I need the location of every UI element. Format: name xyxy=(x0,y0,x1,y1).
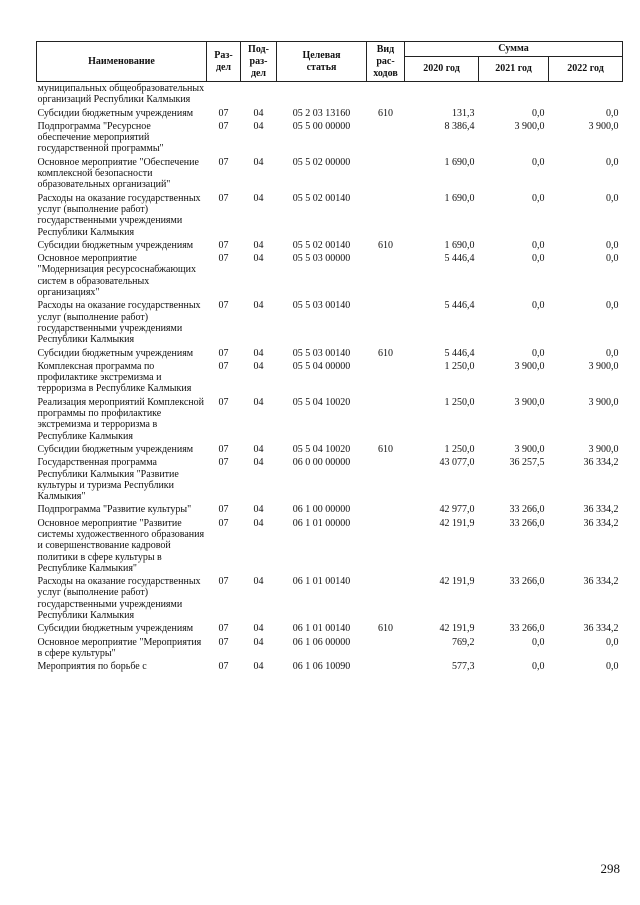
cell-vid-rashodov: 610 xyxy=(378,347,393,359)
cell-vid-rashodov xyxy=(367,575,405,622)
cell-podrazdel: 04 xyxy=(253,443,264,455)
cell-sum-2022: 0,0 xyxy=(606,253,619,265)
cell-celevaya-statya: 05 2 03 13160 xyxy=(292,107,351,119)
cell-razdel: 07 xyxy=(218,120,229,132)
cell-sum-2020: 43 077,0 xyxy=(439,457,475,469)
cell-name: Субсидии бюджетным учреждениям xyxy=(37,239,194,251)
header-vid-rashodov: Вид рас- ходов xyxy=(367,42,405,82)
table-row xyxy=(37,82,623,107)
cell-celevaya-statya: 05 5 03 00140 xyxy=(292,300,351,312)
table-header xyxy=(37,42,623,82)
cell-podrazdel: 04 xyxy=(253,239,264,251)
cell-sum-2020: 5 446,4 xyxy=(444,347,475,359)
cell-sum-2021: 3 900,0 xyxy=(514,443,545,455)
page-number: 298 xyxy=(600,861,620,876)
cell-razdel: 07 xyxy=(218,253,229,265)
cell-name: Комплексная программа по профилактике экстремизма и терроризма в Республике Калмыкия xyxy=(37,360,192,395)
cell-vid-rashodov xyxy=(367,360,405,396)
cell-sum-2021: 0,0 xyxy=(532,253,545,265)
cell-sum-2020: 1 250,0 xyxy=(444,396,475,408)
cell-razdel: 07 xyxy=(218,576,229,588)
budget-table xyxy=(36,41,623,674)
cell-celevaya-statya: 05 5 02 00140 xyxy=(292,192,351,204)
cell-razdel: 07 xyxy=(218,107,229,119)
header-razdel: Раз- дел xyxy=(207,42,241,82)
cell-sum-2020: 1 690,0 xyxy=(444,239,475,251)
cell-name: Подпрограмма "Развитие культуры" xyxy=(37,504,192,516)
cell-sum-2022 xyxy=(549,82,623,107)
cell-podrazdel: 04 xyxy=(253,661,264,673)
header-name: Наименование xyxy=(37,42,207,82)
cell-sum-2022: 3 900,0 xyxy=(588,443,619,455)
cell-podrazdel: 04 xyxy=(253,457,264,469)
cell-podrazdel: 04 xyxy=(253,347,264,359)
cell-podrazdel: 04 xyxy=(253,192,264,204)
cell-razdel: 07 xyxy=(218,517,229,529)
cell-podrazdel: 04 xyxy=(253,107,264,119)
cell-name: Подпрограмма "Ресурсное обеспечение мероприятий государственной программы" xyxy=(37,120,164,155)
cell-name: Основное мероприятие "Обеспечение комплексной безопасности образовательных организаций" xyxy=(37,156,199,191)
cell-podrazdel: 04 xyxy=(253,156,264,168)
cell-sum-2022: 0,0 xyxy=(606,156,619,168)
cell-razdel: 07 xyxy=(218,457,229,469)
cell-name: муниципальных общеобразовательных организаций Республики Калмыкия xyxy=(37,83,205,106)
table-row xyxy=(37,192,623,239)
cell-name: Субсидии бюджетным учреждениям xyxy=(37,347,194,359)
cell-sum-2022: 36 334,2 xyxy=(583,457,619,469)
cell-vid-rashodov xyxy=(367,120,405,156)
cell-celevaya-statya: 06 1 00 00000 xyxy=(292,504,351,516)
cell-sum-2022: 3 900,0 xyxy=(588,120,619,132)
cell-name: Субсидии бюджетным учреждениям xyxy=(37,107,194,119)
table-row xyxy=(37,120,623,156)
cell-podrazdel: 04 xyxy=(253,300,264,312)
cell-razdel: 07 xyxy=(218,623,229,635)
cell-sum-2020: 42 191,9 xyxy=(439,576,475,588)
cell-name: Субсидии бюджетным учреждениям xyxy=(37,623,194,635)
cell-celevaya-statya: 06 1 01 00140 xyxy=(292,576,351,588)
table-row xyxy=(37,252,623,299)
header-year-2022: 2022 год xyxy=(549,57,623,82)
cell-sum-2021: 0,0 xyxy=(532,239,545,251)
table-row xyxy=(37,239,623,252)
cell-sum-2021: 0,0 xyxy=(532,661,545,673)
cell-sum-2020: 42 191,9 xyxy=(439,517,475,529)
cell-sum-2022: 0,0 xyxy=(606,636,619,648)
cell-sum-2022: 36 334,2 xyxy=(583,576,619,588)
cell-sum-2022: 0,0 xyxy=(606,661,619,673)
cell-celevaya-statya: 05 5 04 10020 xyxy=(292,396,351,408)
cell-celevaya-statya: 05 5 03 00000 xyxy=(292,253,351,265)
cell-sum-2021: 0,0 xyxy=(532,300,545,312)
cell-vid-rashodov xyxy=(367,517,405,575)
cell-vid-rashodov xyxy=(367,252,405,299)
cell-sum-2022: 0,0 xyxy=(606,107,619,119)
cell-name: Основное мероприятие "Модернизация ресурсоснабжающих систем в образовательных организациях" xyxy=(37,253,196,299)
cell-celevaya-statya: 06 0 00 00000 xyxy=(292,457,351,469)
cell-podrazdel: 04 xyxy=(253,253,264,265)
cell-celevaya-statya: 05 5 02 00140 xyxy=(292,239,351,251)
cell-vid-rashodov xyxy=(367,503,405,516)
cell-razdel: 07 xyxy=(218,360,229,372)
cell-podrazdel: 04 xyxy=(253,576,264,588)
cell-name: Реализация мероприятий Комплексной программы по профилактике экстремизма и терроризма в Республике Калмыкия xyxy=(37,396,205,442)
cell-vid-rashodov xyxy=(367,82,405,107)
cell-sum-2020: 769,2 xyxy=(452,636,475,648)
cell-name: Государственная программа Республики Калмыкия "Развитие культуры и туризма Республики Калмыкия" xyxy=(37,457,179,503)
cell-vid-rashodov xyxy=(367,299,405,346)
cell-celevaya-statya: 05 5 02 00000 xyxy=(292,156,351,168)
cell-sum-2020: 5 446,4 xyxy=(444,300,475,312)
cell-vid-rashodov xyxy=(367,456,405,503)
cell-sum-2021: 33 266,0 xyxy=(509,517,545,529)
header-summa: Сумма xyxy=(405,42,623,57)
cell-razdel: 07 xyxy=(218,396,229,408)
cell-razdel: 07 xyxy=(218,192,229,204)
cell-vid-rashodov: 610 xyxy=(378,623,393,635)
cell-name: Основное мероприятие "Развитие системы художественного образования и совершенствование кадровой политики в сфере культуры в Республике Калмыкия" xyxy=(37,517,205,574)
cell-celevaya-statya: 06 1 06 00000 xyxy=(292,636,351,648)
cell-celevaya-statya: 05 5 04 00000 xyxy=(292,360,351,372)
cell-razdel: 07 xyxy=(218,156,229,168)
cell-sum-2022: 3 900,0 xyxy=(588,360,619,372)
table-row xyxy=(37,299,623,346)
cell-podrazdel: 04 xyxy=(253,636,264,648)
cell-sum-2020: 1 690,0 xyxy=(444,156,475,168)
budget-document xyxy=(36,41,622,674)
cell-name: Расходы на оказание государственных услуг (выполнение работ) государственными учреждениями Республики Калмыкия xyxy=(37,300,201,346)
cell-sum-2020: 1 250,0 xyxy=(444,443,475,455)
table-row xyxy=(37,347,623,360)
cell-vid-rashodov xyxy=(367,156,405,192)
cell-sum-2021: 0,0 xyxy=(532,347,545,359)
cell-celevaya-statya: 06 1 01 00140 xyxy=(292,623,351,635)
cell-sum-2021: 0,0 xyxy=(532,192,545,204)
cell-razdel: 07 xyxy=(218,443,229,455)
cell-sum-2021: 33 266,0 xyxy=(509,504,545,516)
cell-podrazdel: 04 xyxy=(253,504,264,516)
cell-sum-2022: 0,0 xyxy=(606,347,619,359)
cell-sum-2022: 36 334,2 xyxy=(583,517,619,529)
cell-vid-rashodov xyxy=(367,636,405,661)
cell-sum-2022: 0,0 xyxy=(606,300,619,312)
cell-sum-2020: 42 191,9 xyxy=(439,623,475,635)
header-year-2020: 2020 год xyxy=(405,57,479,82)
cell-sum-2021: 0,0 xyxy=(532,156,545,168)
cell-vid-rashodov: 610 xyxy=(378,107,393,119)
cell-vid-rashodov: 610 xyxy=(378,443,393,455)
cell-sum-2022: 0,0 xyxy=(606,239,619,251)
cell-razdel: 07 xyxy=(218,239,229,251)
cell-sum-2021: 36 257,5 xyxy=(509,457,545,469)
table-row xyxy=(37,575,623,622)
cell-name: Субсидии бюджетным учреждениям xyxy=(37,443,194,455)
cell-celevaya-statya: 06 1 01 00000 xyxy=(292,517,351,529)
table-row xyxy=(37,456,623,503)
cell-celevaya-statya xyxy=(277,82,367,107)
cell-podrazdel: 04 xyxy=(253,623,264,635)
table-row xyxy=(37,360,623,396)
cell-celevaya-statya: 06 1 06 10090 xyxy=(292,661,351,673)
cell-sum-2022: 0,0 xyxy=(606,192,619,204)
cell-sum-2020: 577,3 xyxy=(452,661,475,673)
table-row xyxy=(37,503,623,516)
cell-podrazdel xyxy=(241,82,277,107)
cell-vid-rashodov xyxy=(367,192,405,239)
cell-sum-2022: 36 334,2 xyxy=(583,504,619,516)
cell-sum-2021: 0,0 xyxy=(532,636,545,648)
cell-celevaya-statya: 05 5 04 10020 xyxy=(292,443,351,455)
table-row xyxy=(37,517,623,575)
cell-sum-2020: 8 386,4 xyxy=(444,120,475,132)
cell-razdel xyxy=(207,82,241,107)
table-row xyxy=(37,660,623,673)
cell-sum-2021: 3 900,0 xyxy=(514,120,545,132)
cell-sum-2021: 3 900,0 xyxy=(514,396,545,408)
cell-razdel: 07 xyxy=(218,636,229,648)
cell-celevaya-statya: 05 5 03 00140 xyxy=(292,347,351,359)
header-year-2021: 2021 год xyxy=(479,57,549,82)
cell-razdel: 07 xyxy=(218,300,229,312)
cell-sum-2021: 3 900,0 xyxy=(514,360,545,372)
table-row xyxy=(37,636,623,661)
cell-sum-2021: 33 266,0 xyxy=(509,576,545,588)
table-row xyxy=(37,396,623,443)
cell-vid-rashodov xyxy=(367,396,405,443)
header-celevaya-statya: Целевая статья xyxy=(277,42,367,82)
cell-sum-2020: 1 250,0 xyxy=(444,360,475,372)
cell-razdel: 07 xyxy=(218,504,229,516)
cell-sum-2020: 131,3 xyxy=(452,107,475,119)
cell-name: Основное мероприятие "Мероприятия в сфере культуры" xyxy=(37,636,202,659)
cell-podrazdel: 04 xyxy=(253,517,264,529)
table-row xyxy=(37,156,623,192)
cell-sum-2021 xyxy=(479,82,549,107)
cell-podrazdel: 04 xyxy=(253,120,264,132)
cell-vid-rashodov: 610 xyxy=(378,239,393,251)
cell-sum-2020 xyxy=(405,82,479,107)
cell-razdel: 07 xyxy=(218,347,229,359)
header-podrazdel: Под- раз- дел xyxy=(241,42,277,82)
table-row xyxy=(37,107,623,120)
cell-sum-2020: 1 690,0 xyxy=(444,192,475,204)
table-row xyxy=(37,622,623,635)
cell-sum-2020: 5 446,4 xyxy=(444,253,475,265)
cell-sum-2020: 42 977,0 xyxy=(439,504,475,516)
table-row xyxy=(37,443,623,456)
cell-razdel: 07 xyxy=(218,661,229,673)
table-body xyxy=(37,82,623,674)
cell-celevaya-statya: 05 5 00 00000 xyxy=(292,120,351,132)
cell-name: Расходы на оказание государственных услуг (выполнение работ) государственными учреждениями Республики Калмыкия xyxy=(37,192,201,238)
cell-name: Мероприятия по борьбе с xyxy=(37,661,147,673)
cell-name: Расходы на оказание государственных услуг (выполнение работ) государственными учреждениями Республики Калмыкия xyxy=(37,576,201,622)
cell-podrazdel: 04 xyxy=(253,360,264,372)
cell-podrazdel: 04 xyxy=(253,396,264,408)
cell-sum-2021: 33 266,0 xyxy=(509,623,545,635)
cell-sum-2022: 3 900,0 xyxy=(588,396,619,408)
cell-sum-2021: 0,0 xyxy=(532,107,545,119)
cell-sum-2022: 36 334,2 xyxy=(583,623,619,635)
cell-vid-rashodov xyxy=(367,660,405,673)
